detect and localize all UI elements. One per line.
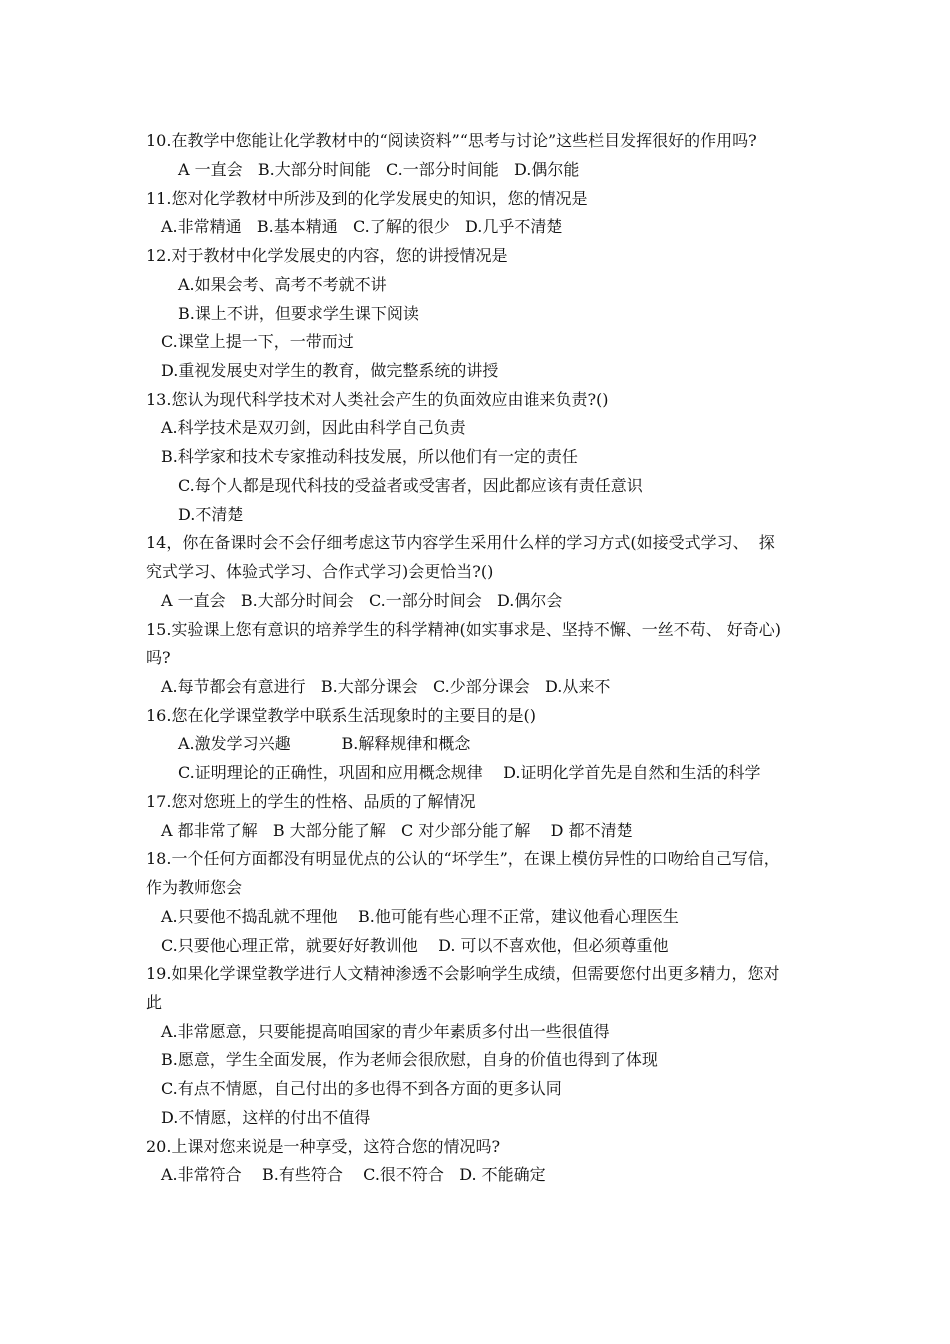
question-19-option-b: B.愿意，学生全面发展，作为老师会很欣慰，自身的价值也得到了体现 (161, 1050, 658, 1069)
question-15-text-line-1: 15.实验课上您有意识的培养学生的科学精神(如实事求是、坚持不懈、一丝不苟、 好奇心) (146, 620, 782, 639)
question-19-text-line-2: 此 (146, 993, 163, 1012)
question-17-text: 17.您对您班上的学生的性格、品质的了解情况 (146, 792, 476, 811)
question-17-options: A 都非常了解 B 大部分能了解 C 对少部分能了解 D 都不清楚 (161, 821, 633, 840)
question-12-option-d: D.重视发展史对学生的教育，做完整系统的讲授 (161, 361, 499, 380)
question-19-text-line-1: 19.如果化学课堂教学进行人文精神渗透不会影响学生成绩，但需要您付出更多精力，您对 (146, 964, 780, 983)
question-19-option-d: D.不情愿，这样的付出不值得 (161, 1108, 371, 1127)
question-12-option-a: A.如果会考、高考不考就不讲 (178, 275, 387, 294)
question-19-option-c: C.有点不情愿，自己付出的多也得不到各方面的更多认同 (161, 1079, 562, 1098)
question-18-options-cd: C.只要他心理正常，就要好好教训他 D. 可以不喜欢他，但必须尊重他 (161, 936, 669, 955)
question-13-option-a: A.科学技术是双刃剑，因此由科学自己负责 (161, 418, 466, 437)
question-10-options: A 一直会 B.大部分时间能 C.一部分时间能 D.偶尔能 (178, 160, 580, 179)
question-12-text: 12.对于教材中化学发展史的内容，您的讲授情况是 (146, 246, 508, 265)
question-18-text-line-2: 作为教师您会 (146, 878, 243, 897)
question-13-text: 13.您认为现代科学技术对人类社会产生的负面效应由谁来负责?() (146, 390, 609, 409)
question-16-options-ab: A.激发学习兴趣 B.解释规律和概念 (178, 734, 471, 753)
question-16-text: 16.您在化学课堂教学中联系生活现象时的主要目的是() (146, 706, 536, 725)
question-12-option-b: B.课上不讲，但要求学生课下阅读 (178, 304, 419, 323)
question-15-text-line-2: 吗? (146, 648, 171, 667)
question-10-text: 10.在教学中您能让化学教材中的“阅读资料”“思考与讨论”这些栏目发挥很好的作用吗? (146, 131, 757, 150)
question-14-options: A 一直会 B.大部分时间会 C.一部分时间会 D.偶尔会 (161, 591, 563, 610)
question-18-options-ab: A.只要他不捣乱就不理他 B.他可能有些心理不正常，建议他看心理医生 (161, 907, 679, 926)
question-19-option-a: A.非常愿意，只要能提高咱国家的青少年素质多付出一些很值得 (161, 1022, 610, 1041)
question-14-text-line-1: 14，你在备课时会不会仔细考虑这节内容学生采用什么样的学习方式(如接受式学习、 探 (146, 533, 775, 552)
question-13-option-c: C.每个人都是现代科技的受益者或受害者，因此都应该有责任意识 (178, 476, 643, 495)
question-12-option-c: C.课堂上提一下，一带而过 (161, 332, 354, 351)
question-11-text: 11.您对化学教材中所涉及到的化学发展史的知识，您的情况是 (146, 189, 588, 208)
question-14-text-line-2: 究式学习、体验式学习、合作式学习)会更恰当?() (146, 562, 494, 581)
question-20-options: A.非常符合 B.有些符合 C.很不符合 D. 不能确定 (161, 1165, 546, 1184)
question-18-text-line-1: 18.一个任何方面都没有明显优点的公认的“坏学生”，在课上模仿异性的口吻给自己写信， (146, 849, 780, 868)
question-13-option-b: B.科学家和技术专家推动科技发展，所以他们有一定的责任 (161, 447, 578, 466)
question-20-text: 20.上课对您来说是一种享受，这符合您的情况吗? (146, 1137, 501, 1156)
question-13-option-d: D.不清楚 (178, 505, 244, 524)
question-16-options-cd: C.证明理论的正确性，巩固和应用概念规律 D.证明化学首先是自然和生活的科学 (178, 763, 761, 782)
question-15-options: A.每节都会有意进行 B.大部分课会 C.少部分课会 D.从来不 (161, 677, 611, 696)
question-11-options: A.非常精通 B.基本精通 C.了解的很少 D.几乎不清楚 (161, 217, 563, 236)
